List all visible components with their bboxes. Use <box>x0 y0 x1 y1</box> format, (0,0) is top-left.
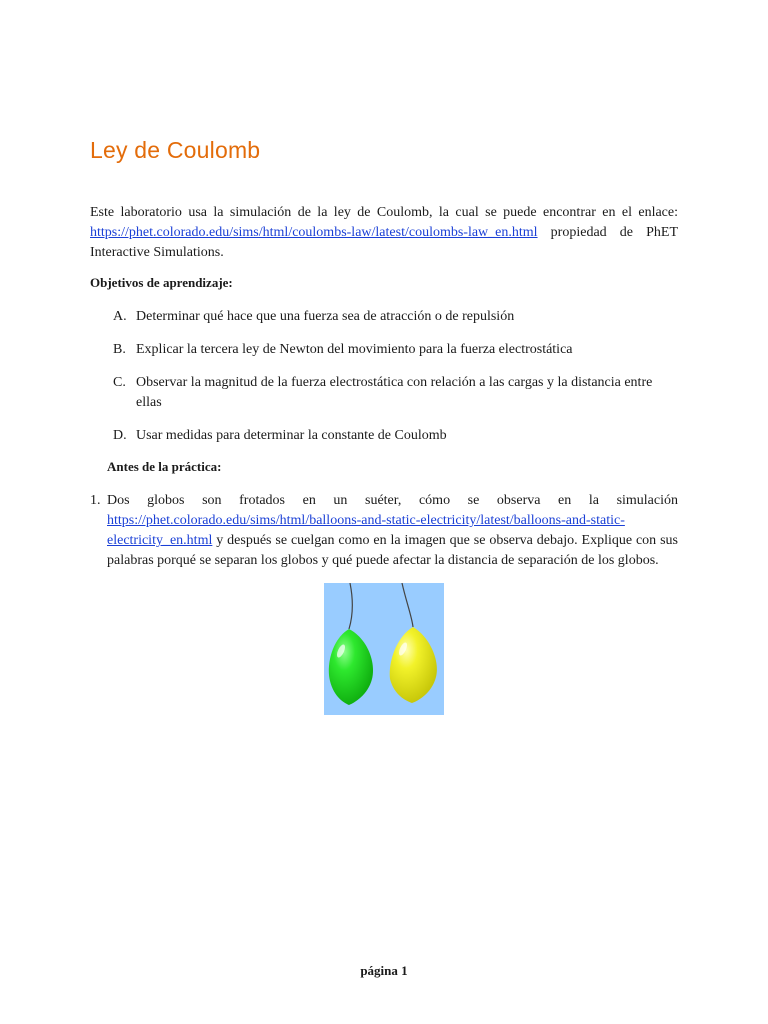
coulombs-law-link[interactable]: https://phet.colorado.edu/sims/html/coulombs-law/latest/coulombs-law_en.html <box>90 225 538 240</box>
intro-text-end: propiedad de PhET Interactive Simulations. <box>90 225 678 260</box>
objectives-list <box>90 307 678 459</box>
balloons-illustration <box>324 583 444 715</box>
question-text-start: Dos globos son frotados en un suéter, cómo se observa en la simulación <box>107 493 678 508</box>
balloons-sim-link[interactable]: https://phet.colorado.edu/sims/html/balloons-and-static-electricity/latest/balloons-and-static-electricity_en.html <box>107 513 625 548</box>
objective-text: Explicar la tercera ley de Newton del movimiento para la fuerza electrostática <box>136 342 573 357</box>
objective-letter: C. <box>113 375 126 390</box>
question-text <box>107 491 678 571</box>
page-title: Ley de Coulomb <box>90 137 261 163</box>
objective-item-a <box>90 307 678 327</box>
intro-text-start: Este laboratorio usa la simulación de la ley de Coulomb, la cual se puede encontrar en el enlace: <box>90 205 678 220</box>
objective-text: Usar medidas para determinar la constante de Coulomb <box>136 428 447 443</box>
objective-item-c <box>90 373 678 413</box>
objectives-heading: Objetivos de aprendizaje: <box>90 275 233 290</box>
objective-text: Observar la magnitud de la fuerza electrostática con relación a las cargas y la distancia entre ellas <box>136 375 653 410</box>
page-footer: página 1 <box>360 963 408 978</box>
objective-letter: D. <box>113 428 127 443</box>
balloons-image <box>324 583 444 715</box>
objective-text: Determinar qué hace que una fuerza sea de atracción o de repulsión <box>136 309 515 324</box>
question-number: 1. <box>90 493 101 508</box>
objective-letter: B. <box>113 342 126 357</box>
objective-item-b <box>90 340 678 360</box>
question-text-end: y después se cuelgan como en la imagen que se observa debajo. Explique con sus palabras porqué se separan los globos y qué puede afectar la distancia de separación de los globos. <box>107 533 678 568</box>
objective-letter: A. <box>113 309 127 324</box>
objective-item-d <box>90 426 678 446</box>
question-1 <box>90 491 678 571</box>
pre-practice-heading: Antes de la práctica: <box>107 459 222 474</box>
intro-paragraph <box>90 203 678 263</box>
